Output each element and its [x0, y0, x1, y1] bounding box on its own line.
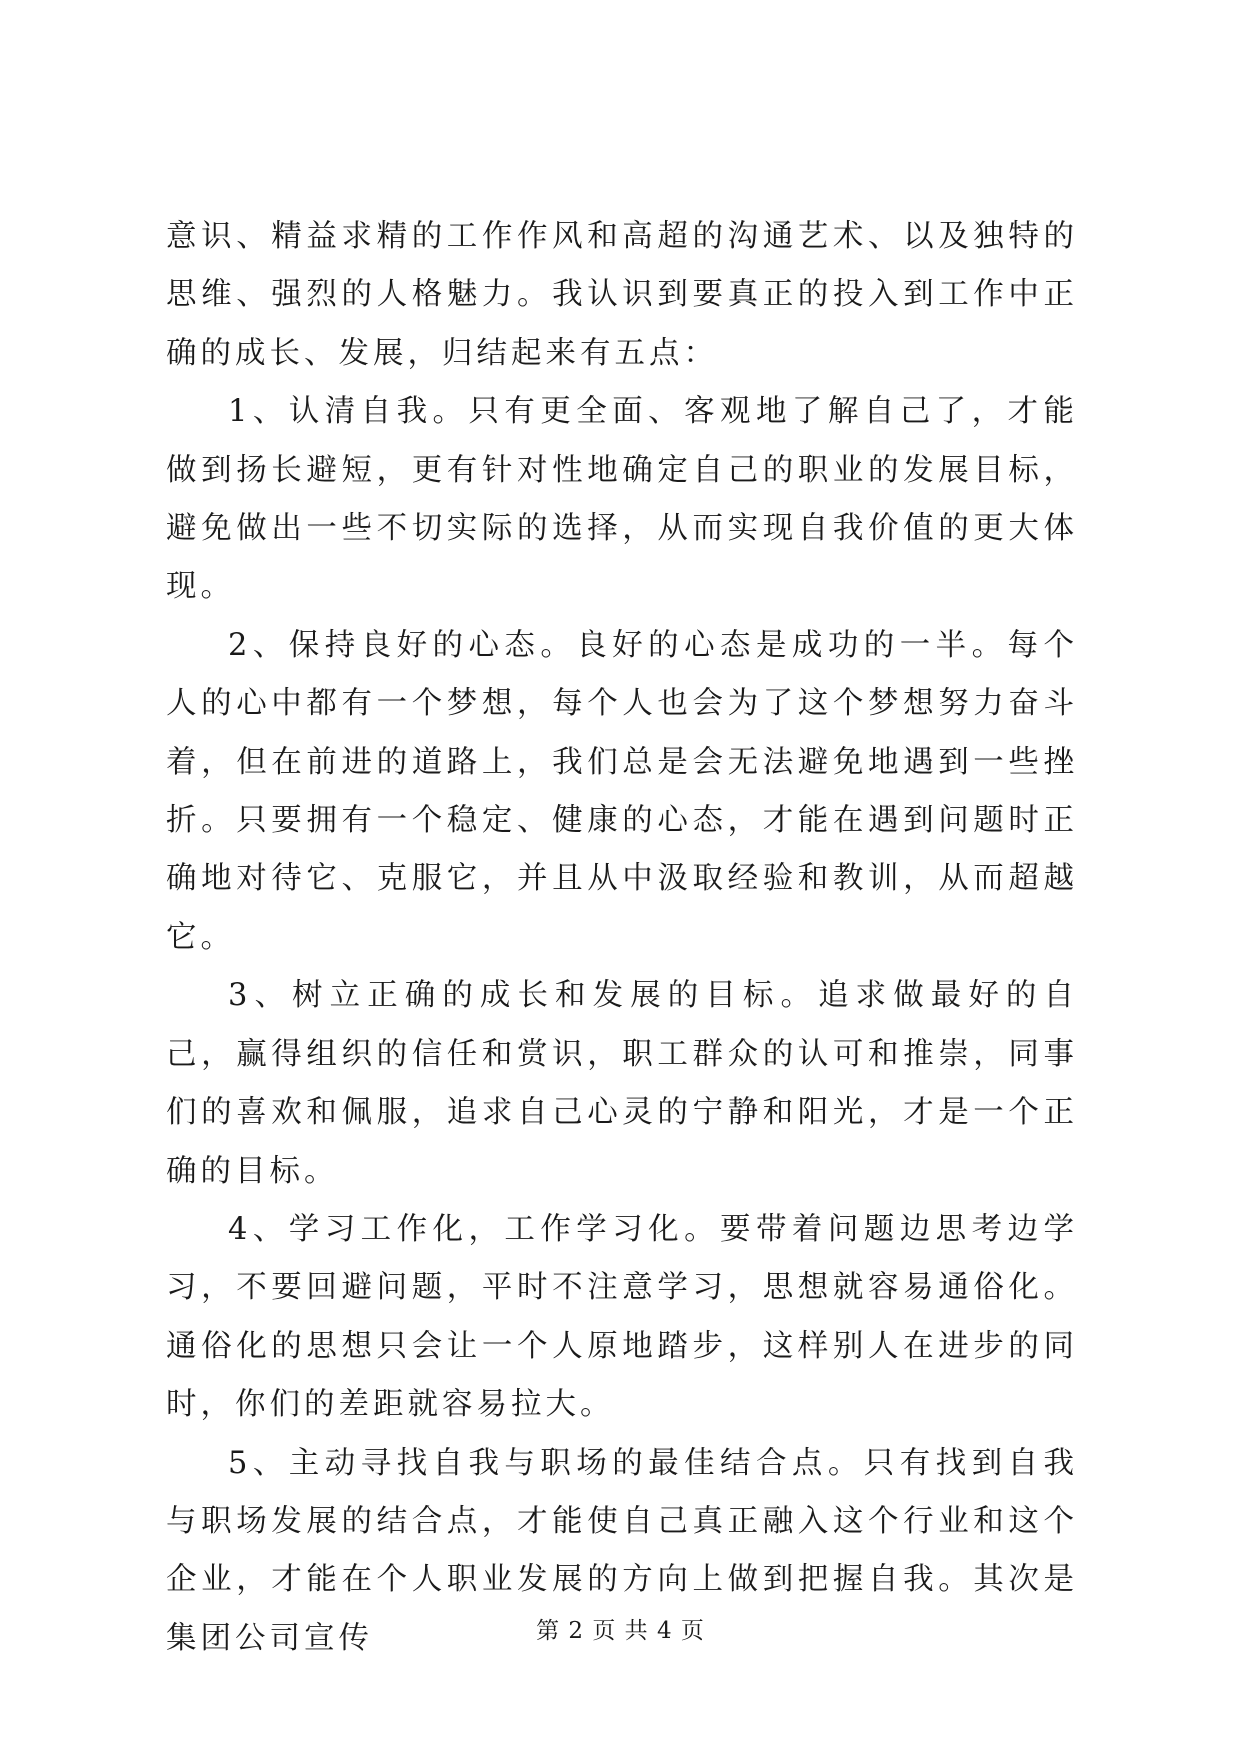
- paragraph-point-1: 1、认清自我。只有更全面、客观地了解自己了，才能做到扬长避短，更有针对性地确定自己的职业的发展目标，避免做出一些不切实际的选择，从而实现自我价值的更大体现。: [166, 394, 1078, 605]
- paragraph-point-4: 4、学习工作化，工作学习化。要带着问题边思考边学习，不要回避问题，平时不注意学习，思想就容易通俗化。通俗化的思想只会让一个人原地踏步，这样别人在进步的同时，你们的差距就容易拉大。: [166, 1211, 1078, 1423]
- paragraph-point-5: 5、主动寻找自我与职场的最佳结合点。只有找到自我与职场发展的结合点，才能使自己真正融入这个行业和这个企业，才能在个人职业发展的方向上做到把握自我。其次是集团公司宣传: [166, 1445, 1078, 1656]
- paragraph-point-2: 2、保持良好的心态。良好的心态是成功的一半。每个人的心中都有一个梦想，每个人也会为了这个梦想努力奋斗着，但在前进的道路上，我们总是会无法避免地遇到一些挫折。只要拥有一个稳定、健康的心态，才能在遇到问题时正确地对待它、克服它，并且从中汲取经验和教训，从而超越它。: [166, 627, 1078, 955]
- paragraph-point-3: 3、树立正确的成长和发展的目标。追求做最好的自己，赢得组织的信任和赏识，职工群众的认可和推崇，同事们的喜欢和佩服，追求自己心灵的宁静和阳光，才是一个正确的目标。: [166, 978, 1078, 1189]
- paragraph-continuation: 意识、精益求精的工作作风和高超的沟通艺术、以及独特的思维、强烈的人格魅力。我认识到要真正的投入到工作中正确的成长、发展，归结起来有五点：: [166, 219, 1078, 371]
- document-body: [166, 208, 1078, 1668]
- page-number-footer: 第 2 页 共 4 页: [536, 1618, 705, 1644]
